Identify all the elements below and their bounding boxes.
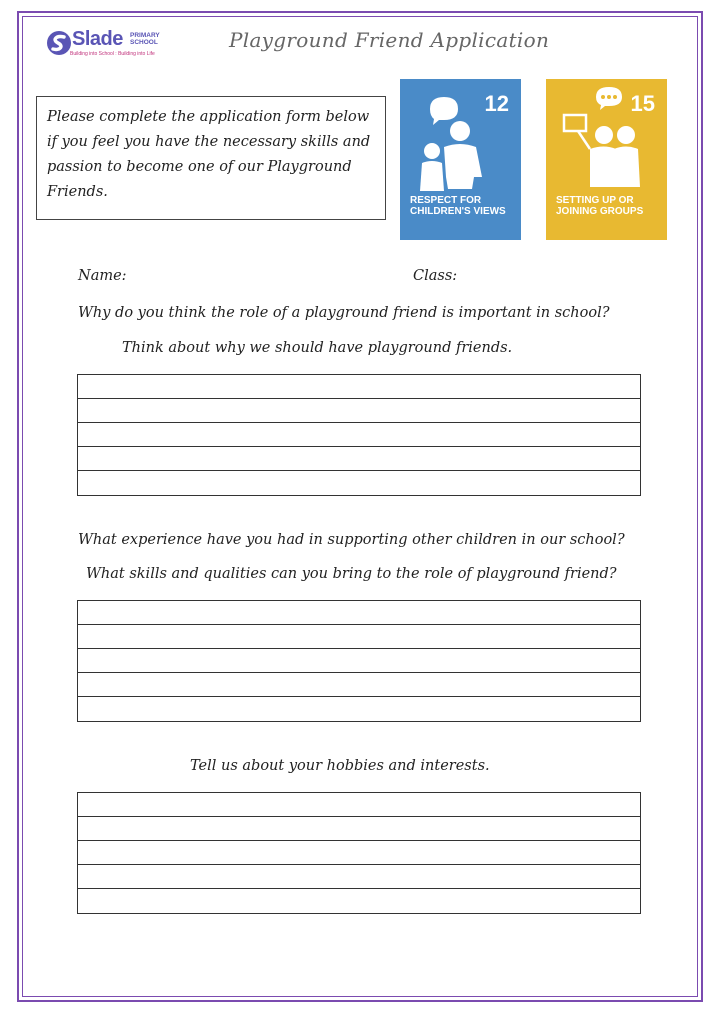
answer-lines-2[interactable] xyxy=(77,600,641,722)
answer-line[interactable] xyxy=(78,375,640,399)
caption-line: JOINING GROUPS xyxy=(556,206,644,217)
answer-lines-1[interactable] xyxy=(77,374,641,496)
answer-line[interactable] xyxy=(78,793,640,817)
card-caption xyxy=(410,195,515,217)
intro-line: Friends. xyxy=(47,184,108,200)
answer-line[interactable] xyxy=(78,673,640,697)
caption-line: SETTING UP OR xyxy=(556,195,634,206)
rights-card-15 xyxy=(546,79,667,240)
question-1: Why do you think the role of a playground friend is important in school? xyxy=(78,305,610,321)
intro-line: passion to become one of our Playground xyxy=(47,159,352,175)
intro-line: if you feel you have the necessary skills and xyxy=(47,134,371,150)
answer-line[interactable] xyxy=(78,399,640,423)
answer-line[interactable] xyxy=(78,841,640,865)
answer-line[interactable] xyxy=(78,865,640,889)
answer-line[interactable] xyxy=(78,649,640,673)
class-label: Class: xyxy=(413,268,458,284)
rights-card-12 xyxy=(400,79,521,240)
logo-name: Slade xyxy=(72,28,123,50)
answer-line[interactable] xyxy=(78,817,640,841)
answer-line[interactable] xyxy=(78,697,640,721)
card-caption xyxy=(556,195,661,217)
logo-swirl-icon xyxy=(46,30,72,56)
logo-subtitle: PRIMARY SCHOOL xyxy=(130,32,160,46)
answer-line[interactable] xyxy=(78,423,640,447)
intro-box xyxy=(36,96,386,220)
logo-tagline: Building into School : Building into Life xyxy=(70,51,155,57)
answer-line[interactable] xyxy=(78,447,640,471)
answer-line[interactable] xyxy=(78,471,640,495)
name-label: Name: xyxy=(78,268,127,284)
answer-line[interactable] xyxy=(78,625,640,649)
school-logo xyxy=(46,26,176,66)
caption-line: CHILDREN'S VIEWS xyxy=(410,206,506,217)
question-4: Tell us about your hobbies and interests. xyxy=(190,758,490,774)
page-title: Playground Friend Application xyxy=(229,28,550,52)
answer-lines-3[interactable] xyxy=(77,792,641,914)
question-1-hint: Think about why we should have playground friends. xyxy=(122,340,513,356)
caption-line: RESPECT FOR xyxy=(410,195,482,206)
card-number: 12 xyxy=(484,91,509,116)
answer-line[interactable] xyxy=(78,601,640,625)
answer-line[interactable] xyxy=(78,889,640,913)
question-2: What experience have you had in supporting other children in our school? xyxy=(78,532,625,548)
question-3: What skills and qualities can you bring to the role of playground friend? xyxy=(86,566,617,582)
card-number: 15 xyxy=(630,91,655,116)
intro-line: Please complete the application form below xyxy=(47,109,370,125)
